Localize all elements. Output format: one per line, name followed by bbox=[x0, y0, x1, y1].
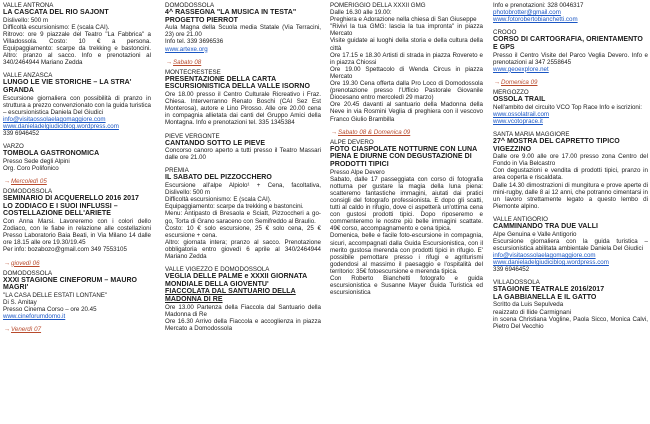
day-heading bbox=[3, 326, 151, 333]
event-place: VALLE VIGEZZO E DOMODOSSOLA bbox=[165, 266, 270, 274]
column-2 bbox=[165, 2, 321, 424]
event-entry bbox=[3, 143, 151, 172]
day-marker-icon: → bbox=[165, 58, 173, 66]
event-description: Ore 13.00 Partenza della Fiaccola dal Santuario della Madonna di Re Ore 16.30 Arrivo della Fiaccola e accoglienza in piazza Mercato a Domodossola bbox=[165, 303, 321, 332]
event-phone: 339 6946452 bbox=[3, 130, 40, 138]
event-entry bbox=[493, 2, 648, 23]
event-entry bbox=[165, 167, 321, 260]
event-title: 4^ RASSEGNA "LA MUSICA IN TESTA" PROGETTO PIERROT bbox=[165, 9, 297, 24]
column-4 bbox=[493, 2, 648, 424]
event-entry bbox=[330, 2, 483, 123]
event-title: XXXI STAGIONE CINEFORUM – MAURO MAGRI' bbox=[3, 276, 138, 292]
day-label: giovedì 06 bbox=[11, 259, 40, 267]
day-marker-icon: → bbox=[3, 259, 11, 267]
event-entry bbox=[330, 129, 483, 297]
event-entry bbox=[493, 279, 648, 330]
event-link[interactable]: www.artexe.org bbox=[165, 45, 208, 53]
day-marker-icon: → bbox=[3, 326, 11, 334]
day-heading bbox=[165, 59, 321, 66]
event-entry bbox=[493, 131, 648, 210]
event-description: Presso il Centro Visite del Parco Veglia Devero. Info e prenotazioni al 347 2558645 bbox=[493, 51, 648, 66]
event-link[interactable]: www.danieladelgiudiciblog.wordpress.com bbox=[493, 259, 609, 266]
event-place: PREMIA bbox=[165, 167, 189, 175]
event-description: Con Anna Marsi. Lavoreremo con i colori dello Zodiaco, con le fiabe in relazione alle costellazioni Presso Laboratorio Baia Beati, in Via Milano 14 dalle ore 18.15 alle ore 19.30/19.45 Per info: bozabozo@gmail.com 349 7553105 bbox=[3, 218, 151, 254]
event-entry bbox=[3, 260, 151, 321]
event-entry bbox=[165, 133, 321, 162]
event-description: Presso Sede degli Alpini Org. Coro Polifonico bbox=[3, 157, 70, 172]
event-title: CANTANDO SOTTO LE PIEVE bbox=[165, 139, 266, 147]
day-label: Venerdì 07 bbox=[11, 326, 42, 334]
event-title: LUNGO LE VIE STORICHE – LA STRA' GRANDA bbox=[3, 79, 132, 95]
event-place: POMERIGGIO DELLA XXXII GMG bbox=[330, 2, 426, 9]
event-link[interactable]: www.danieladelgiudiciblog.wordpress.com bbox=[3, 123, 119, 130]
event-link[interactable]: info@visitaossolaelagomaggiore.com bbox=[493, 251, 596, 259]
event-entry bbox=[165, 59, 321, 127]
event-place: MONTECRESTESE bbox=[165, 68, 221, 76]
event-entry bbox=[3, 2, 151, 66]
event-link[interactable]: www.cineforumdomo.it bbox=[3, 313, 66, 321]
event-title: CORSO DI CARTOGRAFIA, ORIENTAMENTO E GPS bbox=[493, 36, 643, 51]
day-label: Domenica 09 bbox=[501, 78, 538, 86]
event-place: DOMODOSSOLA bbox=[3, 188, 53, 196]
event-entry bbox=[165, 266, 321, 332]
day-marker-icon: → bbox=[330, 128, 338, 136]
event-description: Presso Alpe Devero Sabato, dalle 17 passeggiata con corso di fotografia notturna per gustare la magia della luna piena: scatteremo fantastiche immagini, aiutati dai pratici consigli del fotografo professionista. E dopo gli scatti, tutti al caldo in rifugio, dove ci aspetterà un'ottima cena con gustosi prodotti tipici. Dopo riposeremo e commenteremo le nostre più belle immagini scattate. 49€ corso, accompagnamento e cena tipica. Domenica, belle e facile foto-escursione in compagnia, sicuri, accompagnati dalla Guida Escursionistica, con il merito gustosa merenda con prodotti tipici in rifugio. E' possibile pernottare presso i rifugi e agriturismi godendosi al massimo il paesaggio e l'ospitalità del territorio: 35€ fotoescursione e merenda tipica. Con Roberto Bianchetti fotografo e guida escursionistica e Susanne Mayer Guida Turistica ed escursionistica bbox=[330, 168, 483, 297]
day-label: Sabato 08 bbox=[173, 58, 202, 66]
event-link[interactable]: www.fotorobertobianchetti.com bbox=[493, 16, 578, 24]
event-title: SEMINARIO DI ACQUERELLO 2016 2017 LO ZODIACO E I SUOI INFLUSSI – COSTELLAZIONE DELL'ARIETE bbox=[3, 195, 139, 218]
event-link[interactable]: www.vcotoprace.it bbox=[493, 117, 543, 125]
event-entry bbox=[3, 326, 151, 333]
event-phone: 339 6946452 bbox=[493, 266, 530, 274]
event-description: Alpe Genuina e Valle Antigorio Escursione giornaliera con la guida turistica – escursionistica abilitata ambientale Daniela Del Giudici bbox=[493, 230, 648, 252]
event-place: VALLE ANTRONA bbox=[3, 2, 54, 9]
event-link[interactable]: info@visitaossolaelagomaggiore.com bbox=[3, 115, 106, 123]
column-1 bbox=[3, 2, 151, 424]
event-place: CROOO bbox=[493, 29, 517, 37]
event-description: Scritto da Luis Sepulveda reaizzato di Ilide Carmignani in scena Christiana Vogline, Paola Sicco, Monica Calvi, Pietro Del Vecchio bbox=[493, 301, 648, 330]
day-marker-icon: → bbox=[493, 78, 501, 86]
event-entry bbox=[3, 178, 151, 253]
day-heading bbox=[3, 178, 151, 185]
event-entry bbox=[165, 2, 321, 53]
event-place: VALLE ANZASCA bbox=[3, 72, 53, 80]
day-heading bbox=[3, 260, 151, 267]
event-title: OSSOLA TRAIL bbox=[493, 96, 546, 104]
day-label: Sabato 08 & Domenica 09 bbox=[338, 128, 411, 136]
event-description: Ore 18.00 presso il Centro Culturale Ricreativo i Fraz. Chiesa. Interverranno Renato Boschi (CAI Sez Est Monterosa), autore e Lino Pirosso. Alle ore 20.00 cena in compagnia allietata dai canti del Gruppo Amici della Montagna. Info e prenotazioni tel. 335 1345384 bbox=[165, 91, 321, 127]
event-link[interactable]: www.geoexplore.net bbox=[493, 65, 549, 73]
event-subtitle: FIACCOLATA DAL SANTUARIO DELLA MADONNA DI RE bbox=[165, 288, 296, 303]
event-link[interactable]: photobrotter@gmail.com bbox=[493, 9, 561, 17]
event-place: VALLE ANTIGORIO bbox=[493, 215, 548, 223]
day-label: Mercoledì 05 bbox=[11, 178, 47, 186]
day-heading bbox=[330, 129, 483, 136]
event-entry bbox=[3, 72, 151, 137]
event-entry bbox=[493, 29, 648, 73]
event-title: VEGLIA DELLE PALME e XXXII GIORNATA MONDIALE DELLA GIOVENTU' bbox=[165, 273, 308, 288]
event-description: Aula Magna della Scuola media Statale (Via Terracini, 23) ore 21.00 Info tel. 339 3696536 bbox=[165, 24, 321, 46]
event-title: LA CASCATA DEL RIO SAJONT bbox=[3, 9, 109, 17]
event-description: Dalle ore 9.00 alle ore 17.00 presso zona Centro del Fondo in Via Belcastro Con degustazioni e vendita di prodotti tipici, pranzo in area coperta e riscaldata. Dalle 14.30 dimostrazioni di mungitura e prove aperte di mini-rugby, dalle 8 ai 12 anni, che potranno cimentarsi in un lavoro strettamente legato a questo lembo di Piemonte alpino. bbox=[493, 153, 648, 210]
event-place: SANTA MARIA MAGGIORE bbox=[493, 130, 570, 138]
event-place: PIEVE VERGONTE bbox=[165, 132, 220, 140]
event-place: MERGOZZO bbox=[493, 88, 529, 96]
event-description: Nell'ambito del circuito VCO Top Race Info e iscrizioni: bbox=[493, 103, 642, 111]
event-place: ALPE DEVERO bbox=[330, 138, 374, 146]
event-description: "LA CASA DELLE ESTATI LONTANE" Di S. Amitay Presso Cinema Corso – ore 20.45 bbox=[3, 291, 108, 314]
event-entry bbox=[493, 216, 648, 273]
day-marker-icon: → bbox=[3, 178, 11, 186]
event-description: Dalle 16.30 alle 19.00: Preghiera e Adorazione nella chiesa di San Giuseppe "Rivivi la tua GMG: lascia la tua impronta" in piazza Mercato Visite guidate ai luoghi della storia e della cultura della città Ore 17.15 e 18.30 Artisti di strada in piazza Rovereto e in piazza Chiossi Ore 19.00 Spettacolo di Wenda Circus in piazza Mercato Ore 19.30 Cena offerta dalla Pro Loco di Domodossola (prenotazione presso l'Ufficio Pastorale Giovanile Diocesano entro mercoledì 29 marzo) Ore 20.45 davanti al santuario della Madonna della Neve in via Rosmini Veglia di preghiera con il vescovo Franco Giulio Brambilla bbox=[330, 9, 483, 123]
event-place: VILLADOSSOLA bbox=[493, 279, 540, 287]
event-title: PRESENTAZIONE DELLA CARTA ESCURSIONISTICA DELLA VALLE ISORNO bbox=[165, 75, 310, 91]
event-entry bbox=[493, 79, 648, 125]
event-title: STAGIONE TEATRALE 2016/2017 LA GABBIANELLA E IL GATTO bbox=[493, 286, 605, 301]
event-description: Escursione all'alpe Alpiolo¹ + Cena, facoltativa, Dislivello: 500 m Difficoltà escursionismo: E (scala CAI). Equipaggiamento: scarpe da trekking e bastoncini. Menu: Antipasto di Bresaola e Sciatt, Pizzoccheri a go-go, Torta di Grano saraceno con Semifreddo al Braulio. Costo: 10 € solo escursione, 25 € solo cena, 25 € escursione + cena. Altro: giornata intera; pranzo al sacco. Prenotazione obbligatoria entro giovedì 6 aprile al 340/2464944 Mariano Zedda bbox=[165, 182, 321, 260]
event-place: VARZO bbox=[3, 143, 24, 151]
column-3 bbox=[330, 2, 483, 424]
event-place: DOMODOSSOLA bbox=[165, 2, 215, 9]
event-title: IL SABATO DEL PIZZOCCHERO bbox=[165, 174, 272, 182]
event-description: Concorso canoro aperto a tutti presso il Teatro Massari dalle ore 21.00 bbox=[165, 147, 321, 162]
event-place: DOMODOSSOLA bbox=[3, 269, 53, 277]
event-description: Info e prenotazioni: 328 0046317 bbox=[493, 2, 584, 9]
event-link[interactable]: www.ossolatrail.com bbox=[493, 110, 550, 118]
event-title: TOMBOLA GASTRONOMICA bbox=[3, 150, 100, 158]
event-title: CAMMINANDO TRA DUE VALLI bbox=[493, 223, 599, 231]
day-heading bbox=[493, 79, 648, 86]
event-description: Dislivello: 500 m Difficoltà escursionismo: E (scala CAI). Ritrovo: ore 9 piazzale del Teatro "La Fabbrica" a Villadossola. Costo: 10 € a persona. Equipaggiamento: scarpe da trekking e bastoncini. Altro: pranzo al sacco. Info e prenotazioni al 340/2464944 Mariano Zedda bbox=[3, 16, 151, 67]
event-description: Escursione giornaliera con possibilità di pranzo in struttura a prezzo convenzionato con la guida turistica – escursionistica Daniela Del Giudici bbox=[3, 94, 151, 116]
event-title: 27^ MOSTRA DEL CAPRETTO TIPICO VIGEZZINO bbox=[493, 138, 620, 153]
event-title: FOTO CIASPOLATE NOTTURNE CON LUNA PIENA E DIURNE CON DEGUSTAZIONE DI PRODOTTI TIPICI bbox=[330, 145, 477, 168]
